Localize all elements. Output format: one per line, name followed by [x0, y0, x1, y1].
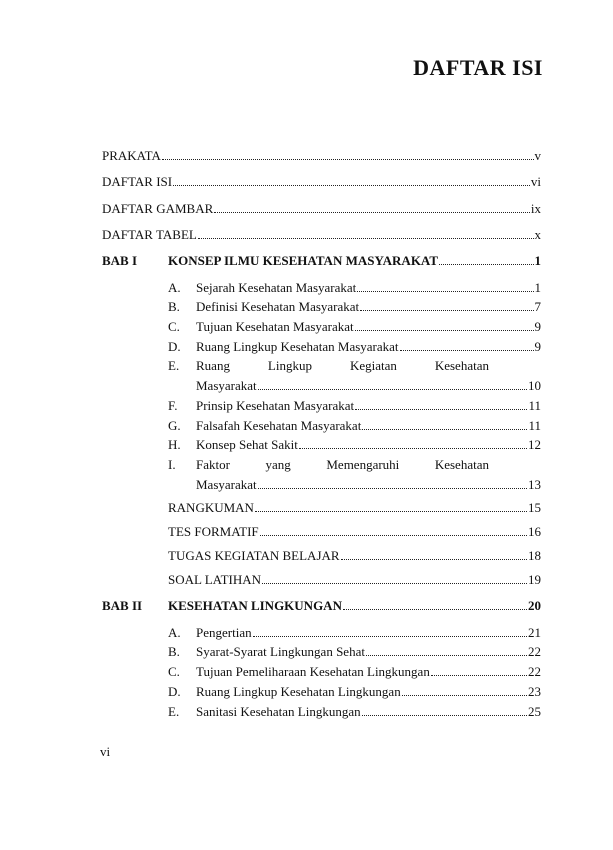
- toc-page-number: 1: [534, 280, 541, 295]
- item-letter: A.: [168, 280, 181, 295]
- toc-item[interactable]: [196, 684, 541, 700]
- toc-page-number: 9: [534, 339, 541, 354]
- toc-item[interactable]: [196, 437, 541, 453]
- toc-item-justified-line[interactable]: [196, 358, 489, 374]
- toc-entry-label: DAFTAR ISI: [102, 174, 173, 189]
- toc-entry-label: TUGAS KEGIATAN BELAJAR: [168, 548, 340, 563]
- chapter-title: KONSEP ILMU KESEHATAN MASYARAKAT: [168, 253, 439, 268]
- toc-entry-daftar-tabel[interactable]: [102, 227, 541, 243]
- word: Lingkup: [267, 358, 312, 373]
- toc-entry-label: DAFTAR GAMBAR: [102, 201, 214, 216]
- toc-entry-label: RANGKUMAN: [168, 500, 254, 515]
- item-letter: B.: [168, 299, 180, 314]
- toc-page-number: 13: [528, 477, 541, 492]
- toc-page-number: 16: [528, 524, 541, 539]
- toc-page-number: 21: [528, 625, 541, 640]
- chapter-label: BAB I: [102, 253, 138, 268]
- item-letter: A.: [168, 625, 181, 640]
- toc-item[interactable]: [196, 378, 541, 394]
- word: Faktor: [196, 457, 230, 472]
- toc-item[interactable]: [196, 625, 541, 641]
- toc-entry-label: PRAKATA: [102, 148, 161, 163]
- item-letter: E.: [168, 704, 180, 719]
- word: yang: [265, 457, 291, 472]
- toc-page-number: 12: [528, 437, 541, 452]
- toc-item[interactable]: [196, 280, 541, 296]
- toc-entry-rangkuman[interactable]: [168, 500, 541, 516]
- toc-page-number: 19: [528, 572, 541, 587]
- item-letter: F.: [168, 398, 178, 413]
- toc-entry-label: TES FORMATIF: [168, 524, 259, 539]
- toc-entry-soal-latihan[interactable]: [168, 572, 541, 588]
- toc-item-text: Tujuan Kesehatan Masyarakat: [196, 319, 354, 334]
- toc-item[interactable]: [196, 704, 541, 720]
- toc-item[interactable]: [196, 398, 541, 414]
- toc-page-number: 15: [528, 500, 541, 515]
- toc-entry-tugas-kegiatan-belajar[interactable]: [168, 548, 541, 564]
- toc-item[interactable]: [196, 644, 541, 660]
- toc-item-text: Masyarakat: [196, 477, 257, 492]
- toc-page-number: 10: [528, 378, 541, 393]
- toc-page-number: ix: [530, 201, 541, 216]
- chapter-label: BAB II: [102, 598, 143, 613]
- item-letter: I.: [168, 457, 176, 472]
- toc-item-text: Sanitasi Kesehatan Lingkungan: [196, 704, 361, 719]
- item-letter: B.: [168, 644, 180, 659]
- page-title: DAFTAR ISI: [413, 55, 543, 80]
- toc-item-text: Ruang Lingkup Kesehatan Masyarakat: [196, 339, 399, 354]
- toc-item[interactable]: [196, 339, 541, 355]
- toc-item-text: Definisi Kesehatan Masyarakat: [196, 299, 360, 314]
- toc-page-number: 9: [534, 319, 541, 334]
- toc-item-text: Syarat-Syarat Lingkungan Sehat: [196, 644, 365, 659]
- toc-item-text: Masyarakat: [196, 378, 257, 393]
- word: Ruang: [196, 358, 230, 373]
- toc-item[interactable]: [196, 477, 541, 493]
- toc-page-number: 20: [528, 598, 541, 613]
- toc-item-text: Pengertian: [196, 625, 252, 640]
- toc-page-number: 18: [528, 548, 541, 563]
- toc-page-number: vi: [530, 174, 541, 189]
- toc-chapter-1[interactable]: [168, 253, 541, 269]
- toc-page-number: 22: [528, 664, 541, 679]
- toc-item[interactable]: [196, 299, 541, 315]
- toc-entry-label: DAFTAR TABEL: [102, 227, 197, 242]
- toc-page-number: 23: [528, 684, 541, 699]
- toc-entry-prakata[interactable]: [102, 148, 541, 164]
- chapter-title: KESEHATAN LINGKUNGAN: [168, 598, 342, 613]
- toc-item-justified-line[interactable]: [196, 457, 489, 473]
- toc-entry-label: SOAL LATIHAN: [168, 572, 262, 587]
- word: Kesehatan: [434, 457, 489, 472]
- toc-item[interactable]: [196, 664, 541, 680]
- toc-entry-daftar-isi[interactable]: [102, 174, 541, 190]
- toc-page-number: 11: [528, 398, 541, 413]
- toc-item-text: Falsafah Kesehatan Masyarakat: [196, 418, 362, 433]
- toc-item[interactable]: [196, 319, 541, 335]
- word: Kesehatan: [434, 358, 489, 373]
- toc-item-text: Konsep Sehat Sakit: [196, 437, 298, 452]
- toc-page-number: x: [534, 227, 541, 242]
- item-letter: H.: [168, 437, 181, 452]
- toc-chapter-2[interactable]: [168, 598, 541, 614]
- toc-page-number: 22: [528, 644, 541, 659]
- toc-item[interactable]: [196, 418, 541, 434]
- item-letter: C.: [168, 319, 180, 334]
- toc-page-number: 25: [528, 704, 541, 719]
- toc-page-number: v: [534, 148, 541, 163]
- item-letter: D.: [168, 684, 181, 699]
- toc-item-text: Ruang Lingkup Kesehatan Lingkungan: [196, 684, 401, 699]
- item-letter: C.: [168, 664, 180, 679]
- item-letter: G.: [168, 418, 181, 433]
- toc-item-text: Prinsip Kesehatan Masyarakat: [196, 398, 355, 413]
- toc-page-number: 7: [534, 299, 541, 314]
- toc-item-text: Tujuan Pemeliharaan Kesehatan Lingkungan: [196, 664, 430, 679]
- item-letter: D.: [168, 339, 181, 354]
- toc-item-text: Sejarah Kesehatan Masyarakat: [196, 280, 357, 295]
- word: Memengaruhi: [326, 457, 400, 472]
- toc-page-number: 1: [534, 253, 541, 268]
- word: Kegiatan: [349, 358, 397, 373]
- page-number-footer: vi: [100, 744, 111, 759]
- item-letter: E.: [168, 358, 180, 373]
- toc-page-number: 11: [528, 418, 541, 433]
- toc-entry-tes-formatif[interactable]: [168, 524, 541, 540]
- toc-entry-daftar-gambar[interactable]: [102, 201, 541, 217]
